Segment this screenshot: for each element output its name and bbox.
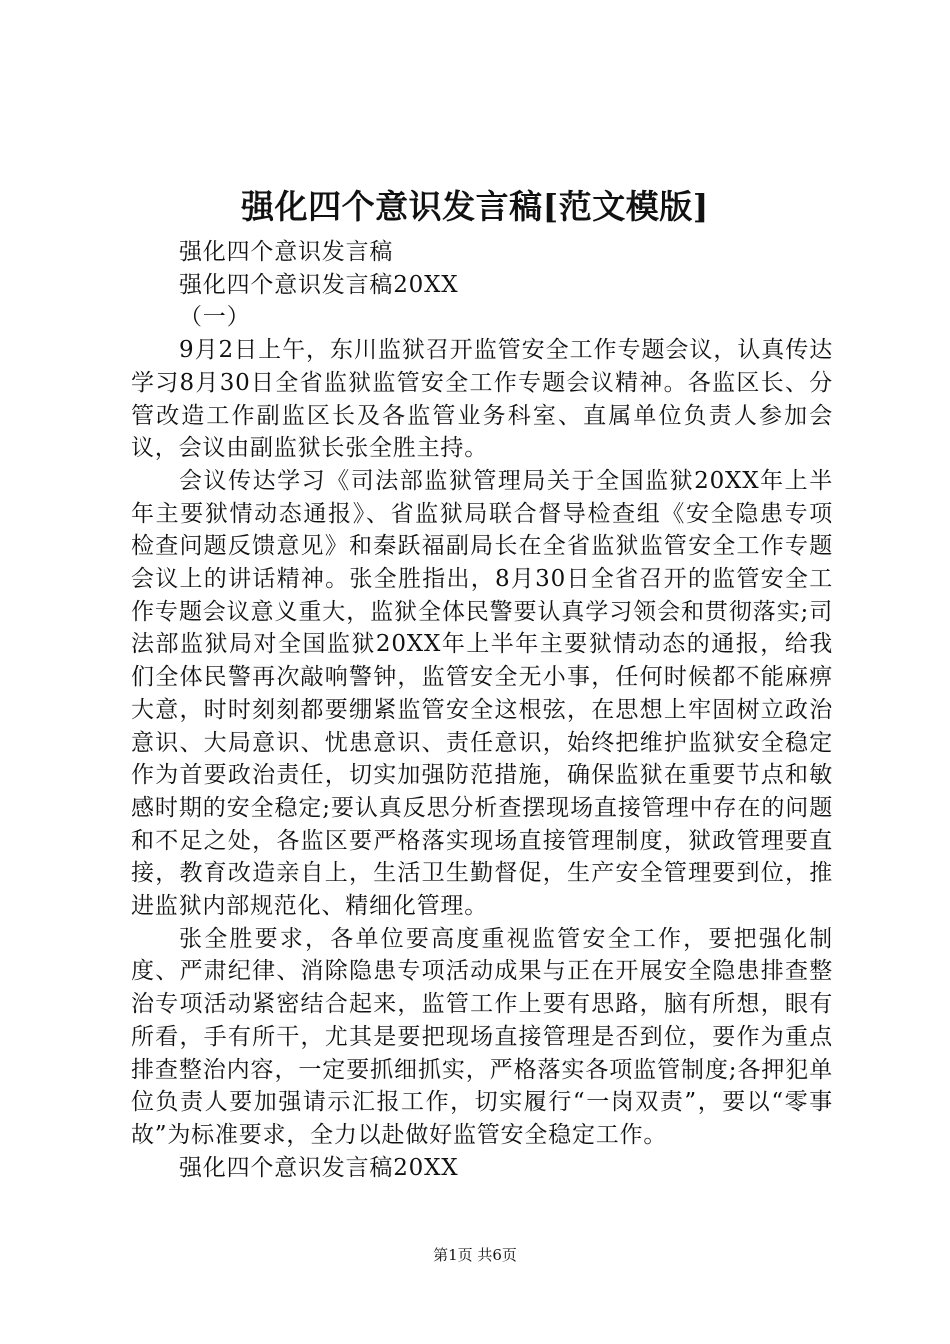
body-paragraph: 张全胜要求，各单位要高度重视监管安全工作，要把强化制度、严肃纪律、消除隐患专项活动成果与正在开展安全隐患排查整治专项活动紧密结合起来，监管工作上要有思路，脑有所想，眼有所看，手有所干，尤其是要把现场直接管理是否到位，要作为重点排查整治内容，一定要抓细抓实，严格落实各项监管制度;各押犯单位负责人要加强请示汇报工作，切实履行“一岗双责”，要以“零事故”为标准要求，全力以赴做好监管安全稳定工作。: [131, 925, 833, 1148]
body-paragraph: 会议传达学习《司法部监狱管理局关于全国监狱20XX年上半年主要狱情动态通报》、省监狱局联合督导检查组《安全隐患专项检查问题反馈意见》和秦跃福副局长在全省监狱监管安全工作专题会议上的讲话精神。张全胜指出，8月30日全省召开的监管安全工作专题会议意义重大，监狱全体民警要认真学习领会和贯彻落实;司法部监狱局对全国监狱20XX年上半年主要狱情动态的通报，给我们全体民警再次敲响警钟，监管安全无小事，任何时候都不能麻痹大意，时时刻刻都要绷紧监管安全这根弦，在思想上牢固树立政治意识、大局意识、忧患意识、责任意识，始终把维护监狱安全稳定作为首要政治责任，切实加强防范措施，确保监狱在重要节点和敏感时期的安全稳定;要认真反思分析查摆现场直接管理中存在的问题和不足之处，各监区要严格落实现场直接管理制度，狱政管理要直接，教育改造亲自上，生活卫生勤督促，生产安全管理要到位，推进监狱内部规范化、精细化管理。: [131, 467, 833, 920]
document-title: 强化四个意识发言稿[范文模版]: [241, 187, 709, 226]
closing-line: 强化四个意识发言稿20XX: [179, 1154, 459, 1181]
subtitle-line: 强化四个意识发言稿20XX: [179, 271, 459, 298]
section-marker: （一）: [179, 304, 251, 331]
document-body: [131, 236, 833, 1184]
page-footer: 第1页 共6页: [433, 1246, 517, 1264]
subtitle-line: 强化四个意识发言稿: [179, 239, 394, 265]
body-paragraph: 9月2日上午，东川监狱召开监管安全工作专题会议，认真传达学习8月30日全省监狱监管安全工作专题会议精神。各监区长、分管改造工作副监区长及各监管业务科室、直属单位负责人参加会议，会议由副监狱长张全胜主持。: [131, 337, 833, 462]
